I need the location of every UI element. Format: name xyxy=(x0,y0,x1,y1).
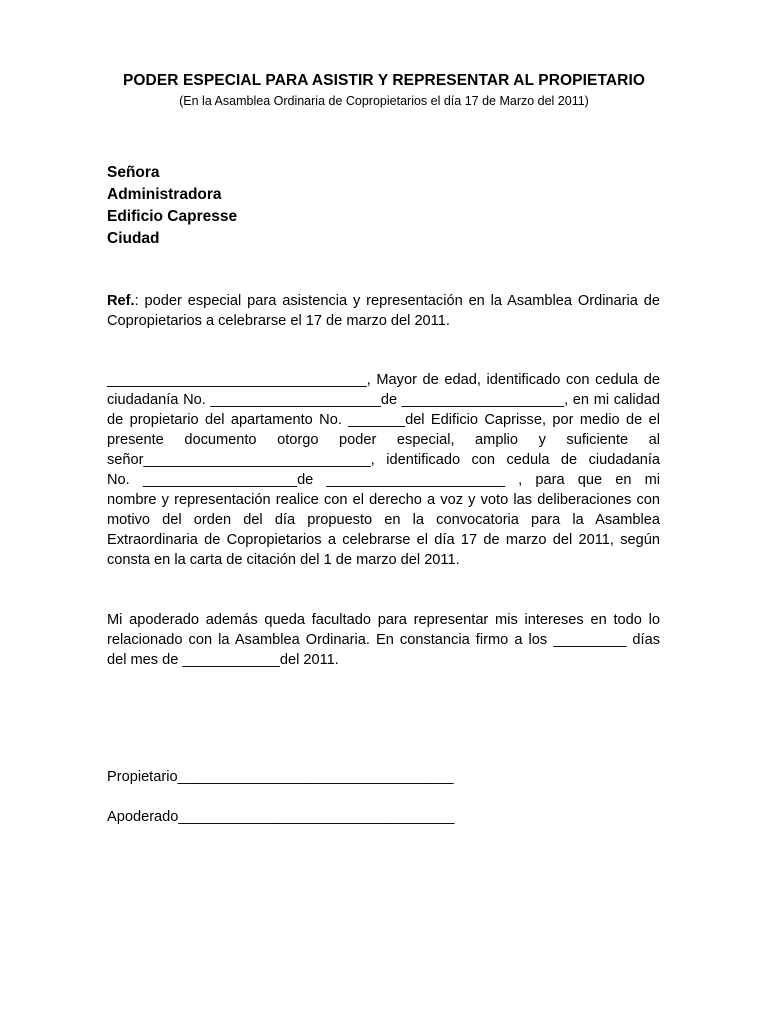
body-line: consta en la carta de citación del 1 de marzo del 2011. xyxy=(107,552,460,568)
body-line: de propietario del apartamento No. _______del Edificio Caprisse, por medio de el xyxy=(107,412,660,428)
body-line: ciudadanía No. _____________________de ____________________, en mi calidad xyxy=(107,392,660,408)
body-line: Mi apoderado además queda facultado para representar mis intereses en todo lo xyxy=(107,612,660,628)
addressee-line: Administradora xyxy=(107,186,222,203)
reference-line: Copropietarios a celebrarse el 17 de marzo del 2011. xyxy=(107,313,450,329)
body-paragraph-2 xyxy=(107,610,660,670)
body-line: presente documento otorgo poder especial, amplio y suficiente al xyxy=(107,432,660,448)
addressee-line: Señora xyxy=(107,164,160,181)
reference-text: : poder especial para asistencia y representación en la Asamblea Ordinaria de xyxy=(134,293,660,309)
body-line: del mes de ____________del 2011. xyxy=(107,652,339,668)
body-line: Extraordinaria de Copropietarios a celebrarse el día 17 de marzo del 2011, según xyxy=(107,532,660,548)
body-line: relacionado con la Asamblea Ordinaria. En constancia firmo a los _________ días xyxy=(107,632,660,648)
addressee-block xyxy=(107,162,237,250)
reference-label: Ref. xyxy=(107,293,135,309)
addressee-line: Ciudad xyxy=(107,230,160,247)
body-line: ________________________________, Mayor de edad, identificado con cedula de xyxy=(107,372,660,388)
body-paragraph-1 xyxy=(107,370,660,570)
document-title: PODER ESPECIAL PARA ASISTIR Y REPRESENTAR AL PROPIETARIO xyxy=(122,72,646,89)
owner-signature-line: Propietario__________________________________ xyxy=(107,769,454,785)
addressee-line: Edificio Capresse xyxy=(107,208,238,225)
body-line: No. ___________________de ______________________ , para que en mi xyxy=(107,472,660,488)
document-subtitle: (En la Asamblea Ordinaria de Copropietarios el día 17 de Marzo del 2011) xyxy=(179,94,589,108)
proxy-signature-line: Apoderado__________________________________ xyxy=(107,809,455,825)
reference-paragraph xyxy=(107,291,660,331)
body-line: señor____________________________, identificado con cedula de ciudadanía xyxy=(107,452,660,468)
body-line: nombre y representación realice con el derecho a voz y voto las deliberaciones con xyxy=(107,492,660,508)
body-line: motivo del orden del día propuesto en la convocatoria para la Asamblea xyxy=(107,512,660,528)
reference-line xyxy=(107,291,660,311)
